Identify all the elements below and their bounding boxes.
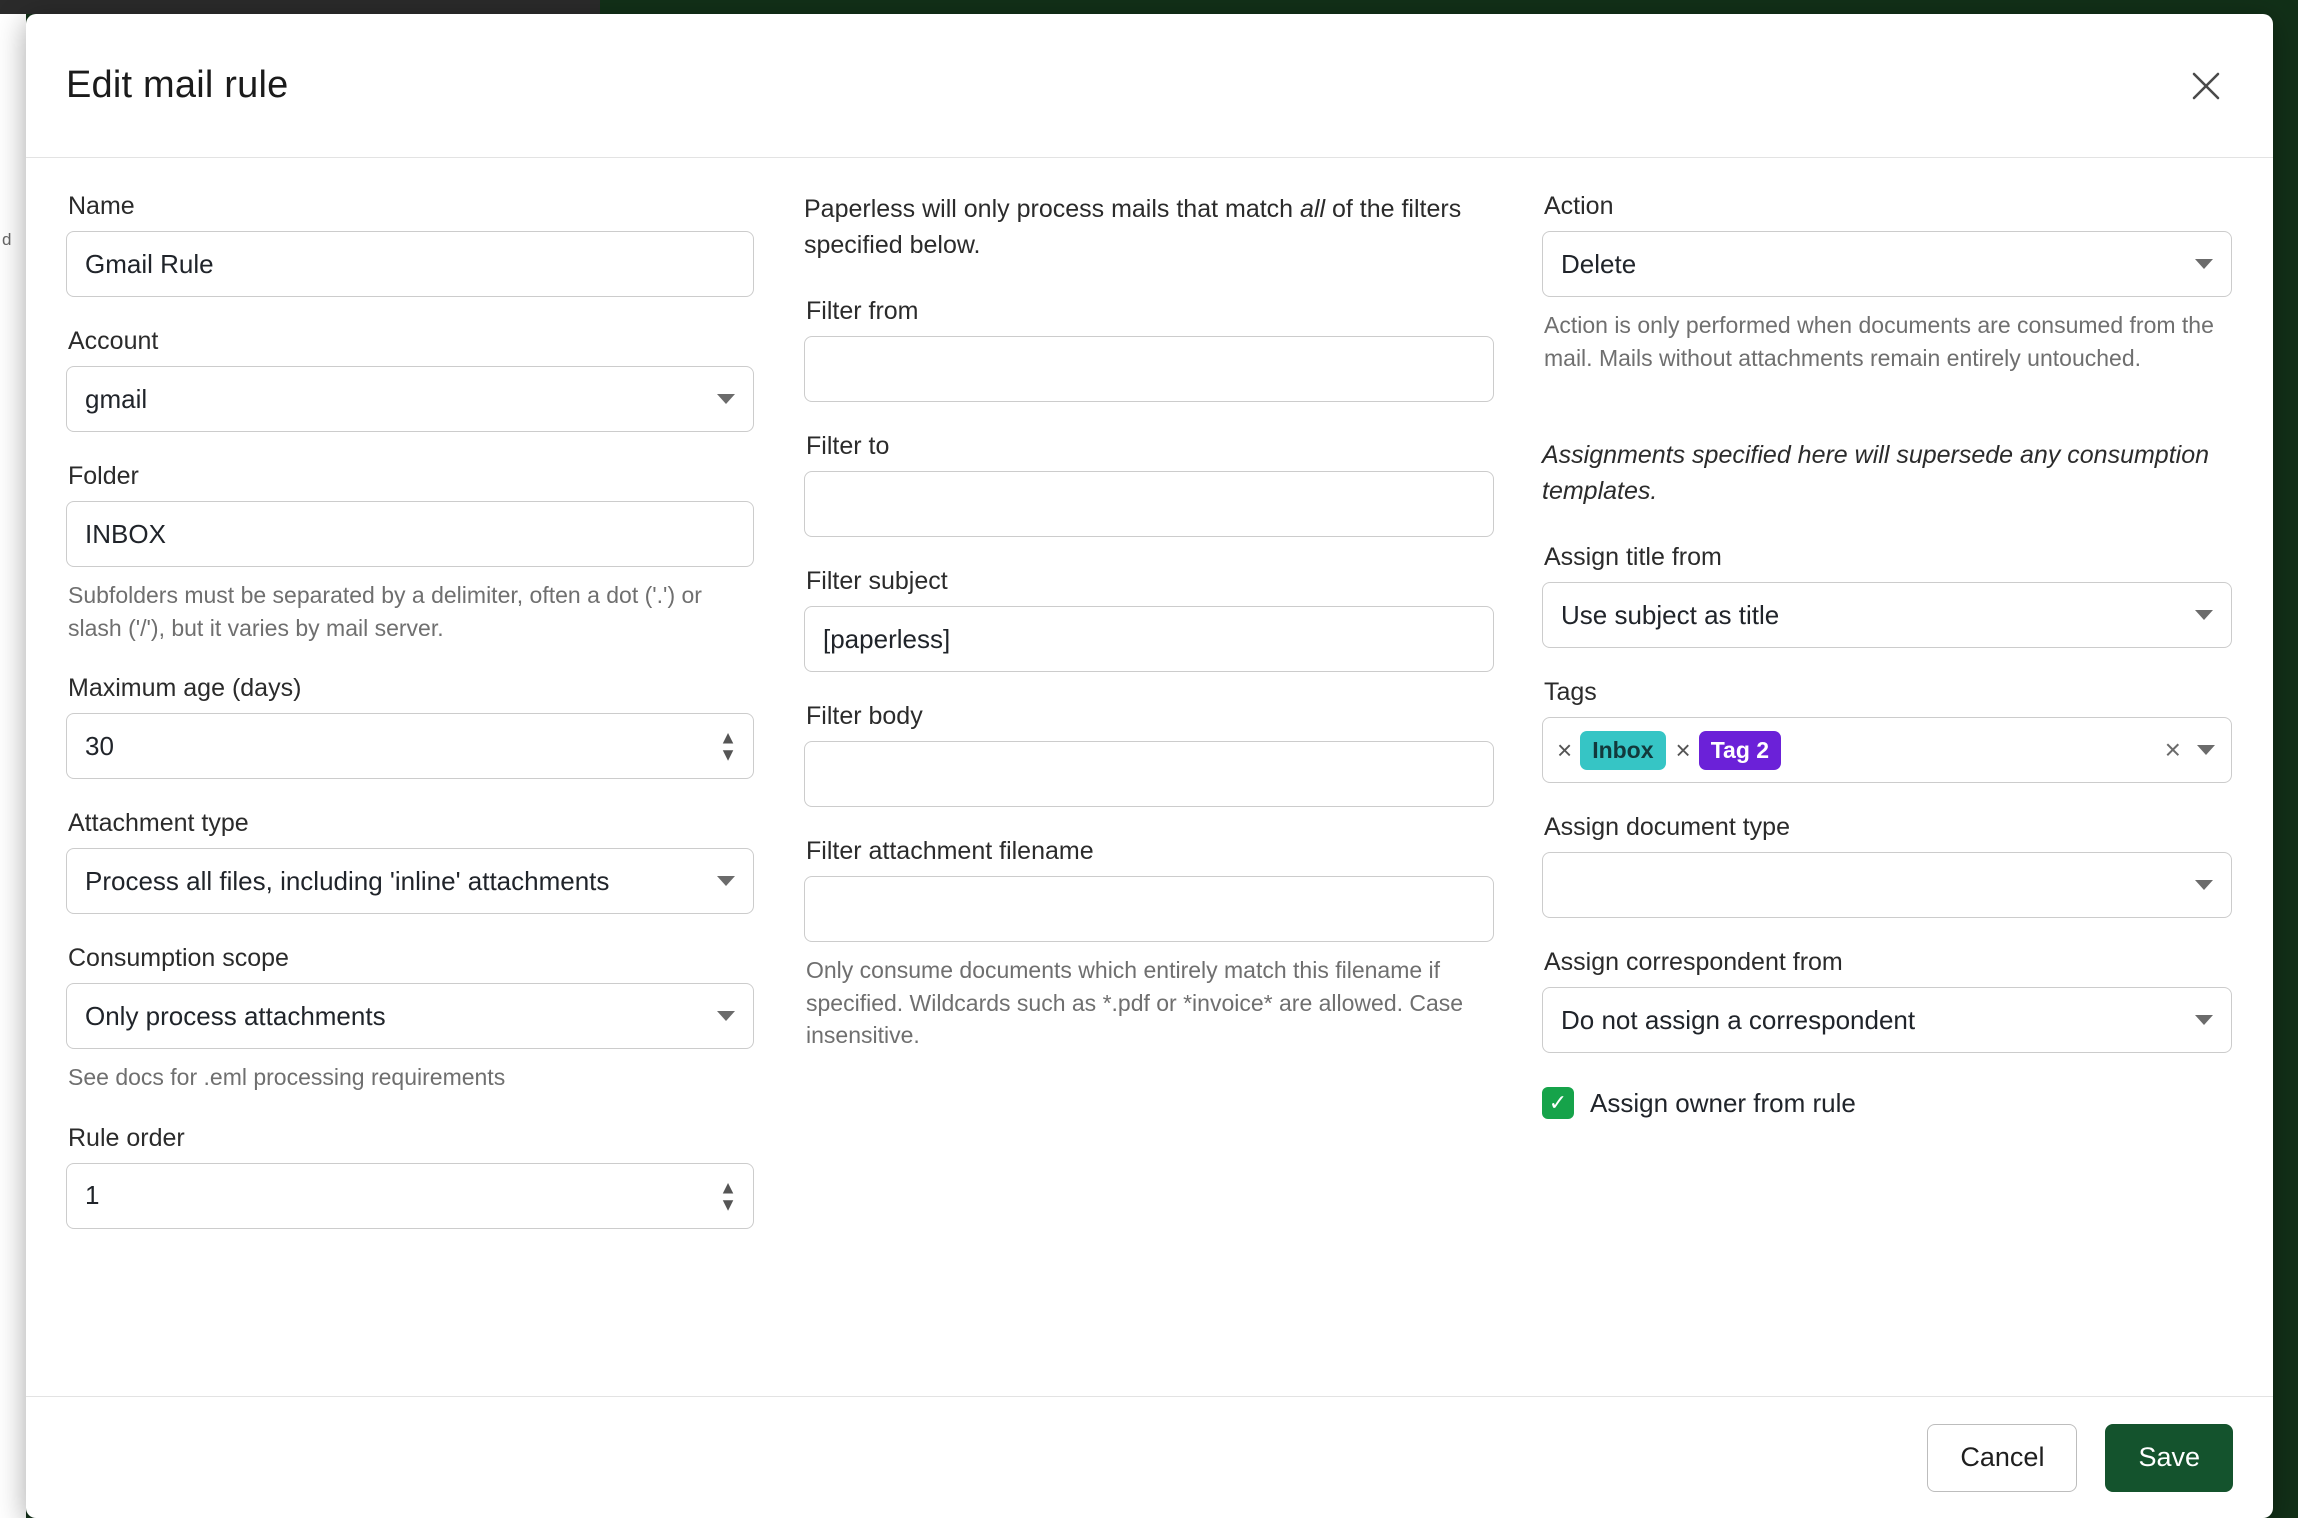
filter-subject-label: Filter subject: [806, 567, 948, 595]
filters-intro-before: Paperless will only process mails that match: [804, 195, 1301, 223]
rule-order-input[interactable]: [66, 1163, 754, 1229]
maximum-age-label: Maximum age (days): [68, 674, 302, 703]
consumption-scope-value: Only process attachments: [85, 1000, 386, 1031]
assign-title-from-value: Use subject as title: [1561, 599, 1780, 630]
filter-from-label: Filter from: [806, 297, 919, 325]
filter-from-input[interactable]: [804, 336, 1494, 402]
consumption-scope-select[interactable]: [66, 983, 754, 1049]
rule-order-label: Rule order: [68, 1123, 185, 1152]
tag-item[interactable]: [1676, 731, 1782, 770]
field-filter-attachment-filename: [804, 837, 1494, 1052]
tag-chip-label: Inbox: [1580, 731, 1665, 770]
filter-body-input[interactable]: [804, 741, 1494, 807]
account-label: Account: [68, 327, 159, 355]
assignments-note: Assignments specified here will supersede any consumption templates.: [1542, 441, 2210, 505]
chevron-down-icon: [717, 876, 735, 886]
remove-tag-icon[interactable]: ×: [1675, 735, 1691, 766]
column-filters: [804, 192, 1494, 1396]
filter-attachment-filename-label: Filter attachment filename: [806, 837, 1094, 865]
account-value: gmail: [85, 383, 148, 414]
page-title: Edit mail rule: [66, 64, 289, 106]
field-consumption-scope: [66, 944, 756, 1094]
filters-intro-emphasis: all: [1300, 195, 1326, 223]
field-filter-body: [804, 702, 1494, 807]
background-panel-text: d: [2, 230, 12, 249]
chevron-down-icon: [717, 1011, 735, 1021]
assign-document-type-select[interactable]: [1542, 852, 2232, 918]
dialog-body: [26, 158, 2273, 1396]
chevron-down-icon: [2195, 880, 2213, 890]
column-actions: [1542, 192, 2232, 1396]
filter-to-label: Filter to: [806, 432, 890, 460]
assign-correspondent-from-label: Assign correspondent from: [1544, 948, 1843, 977]
tags-label: Tags: [1544, 678, 1597, 707]
field-action: [1542, 192, 2232, 374]
chevron-down-icon: [2195, 610, 2213, 620]
assign-document-type-label: Assign document type: [1544, 813, 1790, 842]
name-label: Name: [68, 192, 135, 220]
account-select[interactable]: [66, 366, 754, 432]
background-window-strip: [0, 0, 600, 14]
chevron-down-icon[interactable]: [2197, 745, 2215, 755]
field-rule-order: [66, 1124, 756, 1229]
filters-intro-text: [804, 192, 1494, 263]
filter-attachment-help-text: Only consume documents which entirely match this filename if specified. Wildcards such as *.pdf or *invoice* are allowed. Case insensitive.: [806, 957, 1464, 1049]
action-value: Delete: [1561, 248, 1637, 279]
column-general: [66, 192, 756, 1396]
field-folder: [66, 462, 756, 644]
field-account: [66, 327, 756, 432]
chevron-down-icon: [2195, 259, 2213, 269]
rule-order-value: 1: [85, 1180, 100, 1211]
assign-title-from-select[interactable]: [1542, 582, 2232, 648]
number-stepper-icon[interactable]: ▲ ▼: [719, 727, 737, 765]
assign-owner-label: Assign owner from rule: [1590, 1087, 1856, 1118]
consumption-scope-label: Consumption scope: [68, 944, 289, 973]
edit-mail-rule-dialog: [26, 14, 2273, 1518]
field-assign-title-from: [1542, 543, 2232, 648]
close-icon[interactable]: [2179, 59, 2233, 113]
tags-input[interactable]: [1542, 717, 2232, 783]
maximum-age-input[interactable]: [66, 713, 754, 779]
field-tags: [1542, 678, 2232, 783]
number-stepper-icon[interactable]: ▲ ▼: [719, 1177, 737, 1214]
assign-correspondent-from-select[interactable]: [1542, 987, 2232, 1053]
field-filter-to: [804, 432, 1494, 537]
name-input[interactable]: Gmail Rule: [66, 231, 754, 297]
cancel-button[interactable]: Cancel: [1927, 1424, 2077, 1492]
tag-chip-label: Tag 2: [1699, 731, 1781, 770]
filters-intro-after: of the filters specified below.: [804, 195, 1462, 259]
chevron-down-icon: [2195, 1015, 2213, 1025]
dialog-footer: [26, 1396, 2273, 1518]
chevron-down-icon: [717, 394, 735, 404]
filter-to-input[interactable]: [804, 471, 1494, 537]
field-name: [66, 192, 756, 297]
attachment-type-select[interactable]: [66, 848, 754, 914]
action-label: Action: [1544, 192, 1614, 220]
remove-tag-icon[interactable]: ×: [1557, 735, 1573, 766]
tag-item[interactable]: [1557, 731, 1666, 770]
field-assign-document-type: [1542, 813, 2232, 918]
folder-input[interactable]: INBOX: [66, 501, 754, 567]
filter-attachment-filename-input[interactable]: [804, 876, 1494, 942]
filter-body-label: Filter body: [806, 702, 923, 730]
filter-subject-input[interactable]: [paperless]: [804, 606, 1494, 672]
assign-owner-checkbox[interactable]: ✓: [1542, 1087, 1574, 1119]
field-maximum-age: [66, 674, 756, 779]
consumption-scope-help-text: See docs for .eml processing requirements: [68, 1064, 506, 1091]
field-attachment-type: [66, 809, 756, 914]
field-filter-subject: [804, 567, 1494, 672]
action-select[interactable]: [1542, 231, 2232, 297]
folder-label: Folder: [68, 462, 139, 490]
clear-all-icon[interactable]: ×: [2164, 734, 2181, 766]
action-help-text: Action is only performed when documents are consumed from the mail. Mails without attachments remain entirely untouched.: [1544, 312, 2214, 371]
field-filter-from: [804, 297, 1494, 402]
assign-correspondent-from-value: Do not assign a correspondent: [1561, 1004, 1916, 1035]
attachment-type-value: Process all files, including 'inline' attachments: [85, 865, 610, 896]
field-assign-correspondent-from: [1542, 948, 2232, 1053]
folder-help-text: Subfolders must be separated by a delimiter, often a dot ('.') or slash ('/'), but it varies by mail server.: [68, 582, 702, 641]
dialog-header: [26, 14, 2273, 158]
tags-controls: [2165, 734, 2219, 766]
maximum-age-value: 30: [85, 730, 114, 761]
field-assign-owner-from-rule[interactable]: [1542, 1087, 2232, 1119]
save-button[interactable]: Save: [2105, 1424, 2233, 1492]
attachment-type-label: Attachment type: [68, 809, 249, 838]
assign-title-from-label: Assign title from: [1544, 543, 1722, 572]
